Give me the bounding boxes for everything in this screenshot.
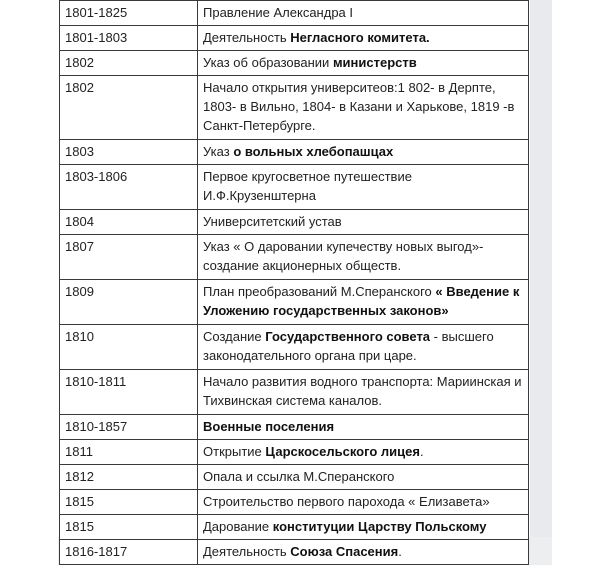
year-cell: 1810: [60, 325, 198, 370]
event-text: Опала и ссылка М.Сперанского: [203, 469, 395, 484]
event-cell: [198, 325, 529, 370]
event-cell: [198, 76, 529, 140]
table-row: [60, 325, 529, 370]
year-cell: 1815: [60, 490, 198, 515]
event-highlight: министерств: [332, 55, 417, 70]
event-highlight: Союза Спасения: [290, 544, 399, 559]
event-text: План преобразований М.Сперанского: [203, 284, 436, 299]
table-row: [60, 415, 529, 440]
event-cell: [198, 490, 529, 515]
event-text: - высшего законодательного органа при царе.: [203, 329, 494, 363]
table-row: [60, 490, 529, 515]
event-text: Указ об образовании: [203, 55, 333, 70]
event-text: Начало открытия университеов:1 802- в Дерпте, 1803- в Вильно, 1804- в Казани и Харькове, 1819 -в Санкт-Петербурге.: [203, 80, 515, 133]
event-text: Начало развития водного транспорта: Мариинская и Тихвинская система каналов.: [203, 374, 522, 408]
event-highlight: конституции Царству Польскому: [272, 519, 487, 534]
table-row: [60, 165, 529, 210]
event-cell: [198, 1, 529, 26]
year-cell: 1810-1857: [60, 415, 198, 440]
event-cell: [198, 370, 529, 415]
event-highlight: Военные поселения: [203, 419, 335, 434]
event-cell: [198, 440, 529, 465]
event-highlight: о вольных хлебопашцах: [233, 144, 394, 159]
event-cell: [198, 540, 529, 565]
table-row: [60, 76, 529, 140]
event-text: Правление Александра I: [203, 5, 354, 20]
table-row: [60, 370, 529, 415]
table-row: [60, 540, 529, 565]
event-cell: [198, 280, 529, 325]
year-cell: 1816-1817: [60, 540, 198, 565]
event-cell: [198, 415, 529, 440]
event-highlight: Государственного совета: [265, 329, 431, 344]
year-cell: 1809: [60, 280, 198, 325]
table-row: [60, 440, 529, 465]
table-row: [60, 26, 529, 51]
year-cell: 1810-1811: [60, 370, 198, 415]
table-row: [60, 280, 529, 325]
event-cell: [198, 140, 529, 165]
event-text: Указ « О даровании купечеству новых выгод»- создание акционерных обществ.: [203, 239, 484, 273]
year-cell: 1807: [60, 235, 198, 280]
event-cell: [198, 26, 529, 51]
year-cell: 1812: [60, 465, 198, 490]
event-cell: [198, 210, 529, 235]
year-cell: 1803: [60, 140, 198, 165]
year-cell: 1801-1803: [60, 26, 198, 51]
table-row: [60, 51, 529, 76]
event-highlight: Царскосельского лицея: [265, 444, 420, 459]
table-row: [60, 140, 529, 165]
table-row: [60, 465, 529, 490]
event-text: Строительство первого парохода « Елизавета»: [203, 494, 490, 509]
year-cell: 1811: [60, 440, 198, 465]
table-row: [60, 235, 529, 280]
year-cell: 1801-1825: [60, 1, 198, 26]
table-row: [60, 515, 529, 540]
event-cell: [198, 165, 529, 210]
event-text: .: [398, 544, 402, 559]
year-cell: 1803-1806: [60, 165, 198, 210]
event-text: Создание: [203, 329, 266, 344]
year-cell: 1815: [60, 515, 198, 540]
event-text: Первое кругосветное путешествие И.Ф.Крузенштерна: [203, 169, 412, 203]
page-edge-shadow: [530, 0, 552, 565]
event-text: .: [419, 444, 424, 459]
event-cell: [198, 51, 529, 76]
event-text: Деятельность: [203, 544, 291, 559]
table-row: [60, 210, 529, 235]
event-text: Деятельность: [203, 30, 291, 45]
event-text: Университетский устав: [203, 214, 342, 229]
year-cell: 1802: [60, 51, 198, 76]
event-text: Дарование: [203, 519, 273, 534]
event-cell: [198, 465, 529, 490]
year-cell: 1804: [60, 210, 198, 235]
event-cell: [198, 515, 529, 540]
table-row: [60, 1, 529, 26]
event-highlight: Негласного комитета.: [290, 30, 430, 45]
event-text: Открытие: [203, 444, 266, 459]
timeline-table: [59, 0, 529, 565]
year-cell: 1802: [60, 76, 198, 140]
event-highlight: « Введение к Уложению государственных законов»: [203, 284, 520, 318]
event-cell: [198, 235, 529, 280]
event-text: Указ: [203, 144, 234, 159]
